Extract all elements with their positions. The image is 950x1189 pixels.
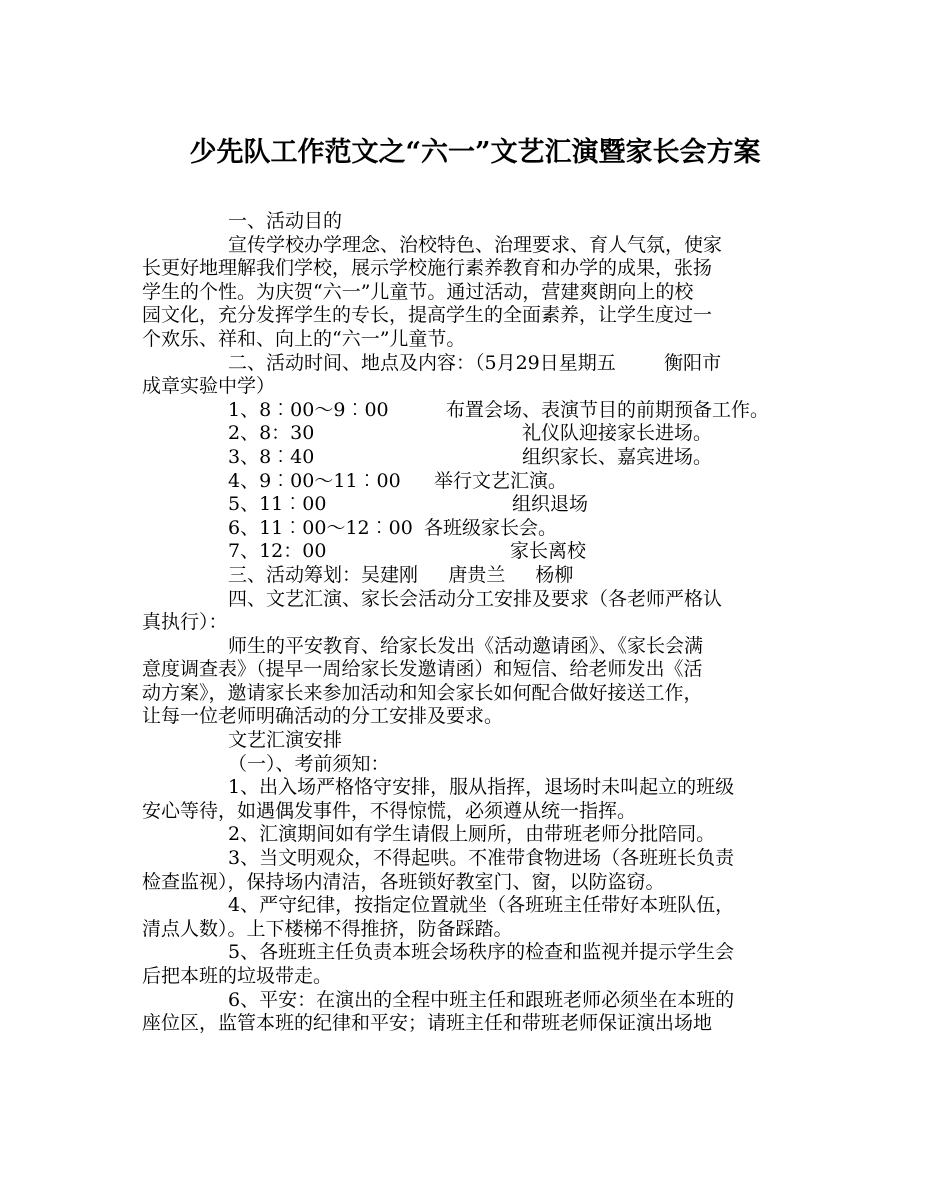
- paragraph-line: 座位区，监管本班的纪律和平安；请班主任和带班老师保证演出场地: [142, 1012, 713, 1035]
- schedule-desc: 布置会场、表演节目的前期预备工作。: [446, 398, 770, 421]
- schedule-time: 7、12：00: [228, 540, 327, 563]
- section-heading: 三、活动筹划：吴建刚 唐贵兰 杨柳: [228, 563, 574, 586]
- paragraph-line: 动方案》，邀请家长来参加活动和知会家长如何配合做好接送工作，: [142, 681, 703, 704]
- schedule-item: [142, 399, 812, 423]
- schedule-desc: 组织退场: [512, 493, 589, 516]
- schedule-desc: 礼仪队迎接家长进场。: [522, 422, 713, 445]
- paragraph-line: 成章实验中学）: [142, 375, 276, 398]
- paragraph-line: 清点人数）。上下楼梯不得推挤，防备踩踏。: [142, 917, 513, 940]
- section-heading: 一、活动目的: [228, 210, 343, 232]
- document-body: [142, 210, 812, 1036]
- schedule-item: [142, 470, 812, 494]
- paragraph-line: 安心等待，如遇偶发事件，不得惊慌，必须遵从统一指挥。: [142, 799, 637, 822]
- schedule-desc: 各班级家长会。: [424, 516, 558, 539]
- paragraph-line: 检查监视），保持场内清洁，各班锁好教室门、窗，以防盗窃。: [142, 870, 665, 893]
- paragraph-line: 师生的平安教育、给家长发出《活动邀请函》、《家长会满: [228, 634, 704, 657]
- paragraph-line: 1、出入场严格恪守安排，服从指挥，退场时未叫起立的班级: [228, 776, 735, 799]
- paragraph-line: 学生的个性。为庆贺“六一”儿童节。通过活动，营建爽朗向上的校: [142, 280, 694, 303]
- schedule-item: [142, 422, 812, 446]
- schedule-desc: 家长离校: [510, 540, 587, 563]
- schedule-time: 5、11︰00: [228, 493, 327, 516]
- paragraph-line: 真执行）：: [142, 611, 228, 634]
- schedule-desc: 组织家长、嘉宾进场。: [522, 445, 713, 468]
- paragraph-line: 园文化，充分发挥学生的专长，提高学生的全面素养，让学生度过一: [142, 304, 713, 327]
- paragraph-line: 长更好地理解我们学校，展示学校施行素养教育和办学的成果，张扬: [142, 257, 713, 280]
- paragraph-line: 意度调查表》（提早一周给家长发邀请函）和短信、给老师发出《活: [142, 658, 703, 681]
- paragraph-line: 4、严守纪律，按指定位置就坐（各班班主任带好本班队伍，: [228, 894, 735, 917]
- document-title: 少先队工作范文之“六一”文艺汇演暨家长会方案: [189, 137, 761, 168]
- paragraph-line: 5、各班班主任负责本班会场秩序的检查和监视并提示学生会: [228, 941, 735, 964]
- paragraph-line: 让每一位老师明确活动的分工安排及要求。: [142, 705, 504, 728]
- schedule-item: [142, 446, 812, 470]
- section-heading: 文艺汇演安排: [228, 729, 343, 752]
- paragraph-line: 3、当文明观众，不得起哄。不准带食物进场（各班班长负责: [228, 847, 735, 870]
- paragraph-line: 后把本班的垃圾带走。: [142, 965, 333, 987]
- paragraph-line: 6、平安：在演出的全程中班主任和跟班老师必须坐在本班的: [228, 988, 735, 1011]
- schedule-item: [142, 540, 812, 564]
- paragraph-line: 个欢乐、祥和、向上的“六一”儿童节。: [142, 327, 466, 350]
- schedule-item: [142, 493, 812, 517]
- schedule-time: 4、9︰00～11︰00: [228, 469, 401, 492]
- section-heading: 二、活动时间、地点及内容：（5月29日星期五 衡阳市: [228, 351, 722, 374]
- section-heading: 四、文艺汇演、家长会活动分工安排及要求（各老师严格认: [228, 587, 723, 610]
- paragraph-line: 宣传学校办学理念、治校特色、治理要求、育人气氛，使家: [228, 233, 723, 256]
- schedule-time: 6、11︰00～12︰00: [228, 516, 413, 539]
- paragraph-line: 2、汇演期间如有学生请假上厕所，由带班老师分批陪同。: [228, 823, 716, 846]
- schedule-time: 1、8︰00～9︰00: [228, 398, 389, 421]
- schedule-desc: 举行文艺汇演。: [434, 469, 568, 492]
- schedule-time: 3、8︰40: [228, 445, 315, 468]
- schedule-item: [142, 517, 812, 541]
- schedule-time: 2、8：30: [228, 422, 315, 445]
- subsection-heading: （一）、考前须知：: [228, 752, 390, 775]
